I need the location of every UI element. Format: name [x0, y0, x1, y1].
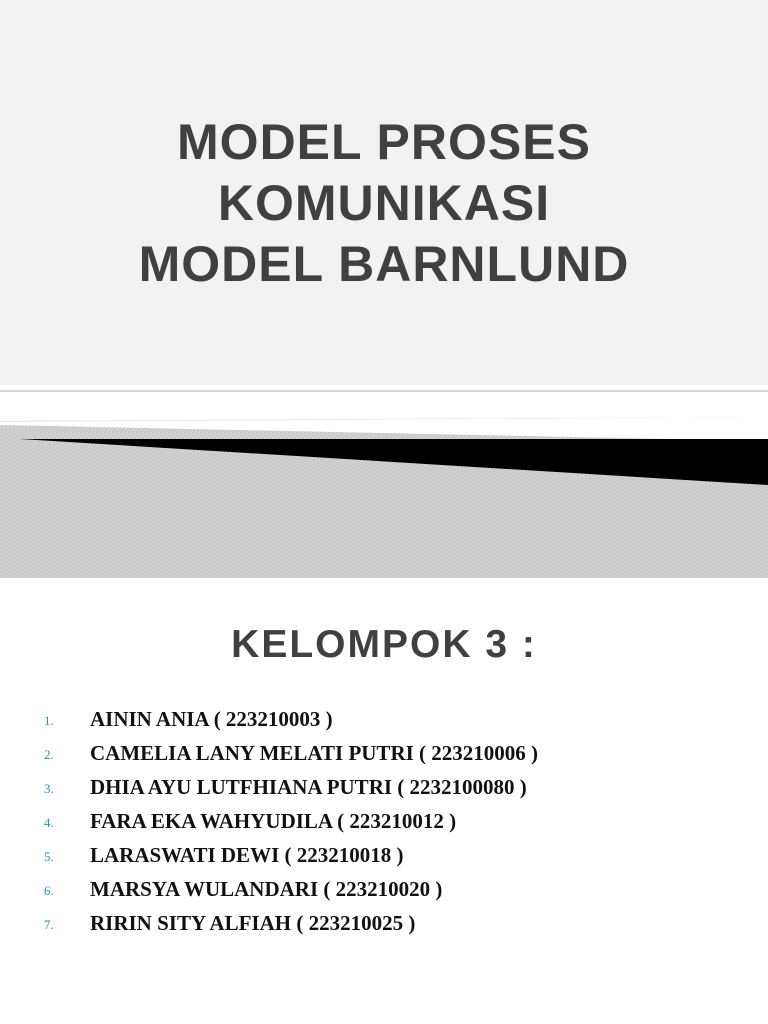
- member-name: AININ ANIA ( 223210003 ): [90, 707, 333, 731]
- list-number: 2.: [44, 747, 54, 762]
- title-line-1: MODEL PROSES: [177, 114, 591, 170]
- member-name: FARA EKA WAHYUDILA ( 223210012 ): [90, 809, 457, 833]
- slide-title: [0, 112, 768, 295]
- list-number: 4.: [44, 815, 54, 830]
- list-number: 5.: [44, 849, 54, 864]
- member-name: CAMELIA LANY MELATI PUTRI ( 223210006 ): [90, 741, 539, 765]
- member-name: MARSYA WULANDARI ( 223210020 ): [90, 877, 443, 901]
- list-number: 3.: [44, 781, 54, 796]
- band-white-strip: [0, 385, 768, 421]
- member-name: RIRIN SITY ALFIAH ( 223210025 ): [90, 911, 416, 935]
- title-line-3: MODEL BARNLUND: [138, 236, 630, 292]
- list-number: 1.: [44, 713, 54, 728]
- title-line-2: KOMUNIKASI: [217, 175, 551, 231]
- list-number: 6.: [44, 883, 54, 898]
- list-number: 7.: [44, 917, 54, 932]
- group-heading: KELOMPOK 3 :: [231, 623, 537, 666]
- member-name: LARASWATI DEWI ( 223210018 ): [90, 843, 404, 867]
- member-name: DHIA AYU LUTFHIANA PUTRI ( 2232100080 ): [90, 775, 527, 799]
- decorative-band: [0, 385, 768, 580]
